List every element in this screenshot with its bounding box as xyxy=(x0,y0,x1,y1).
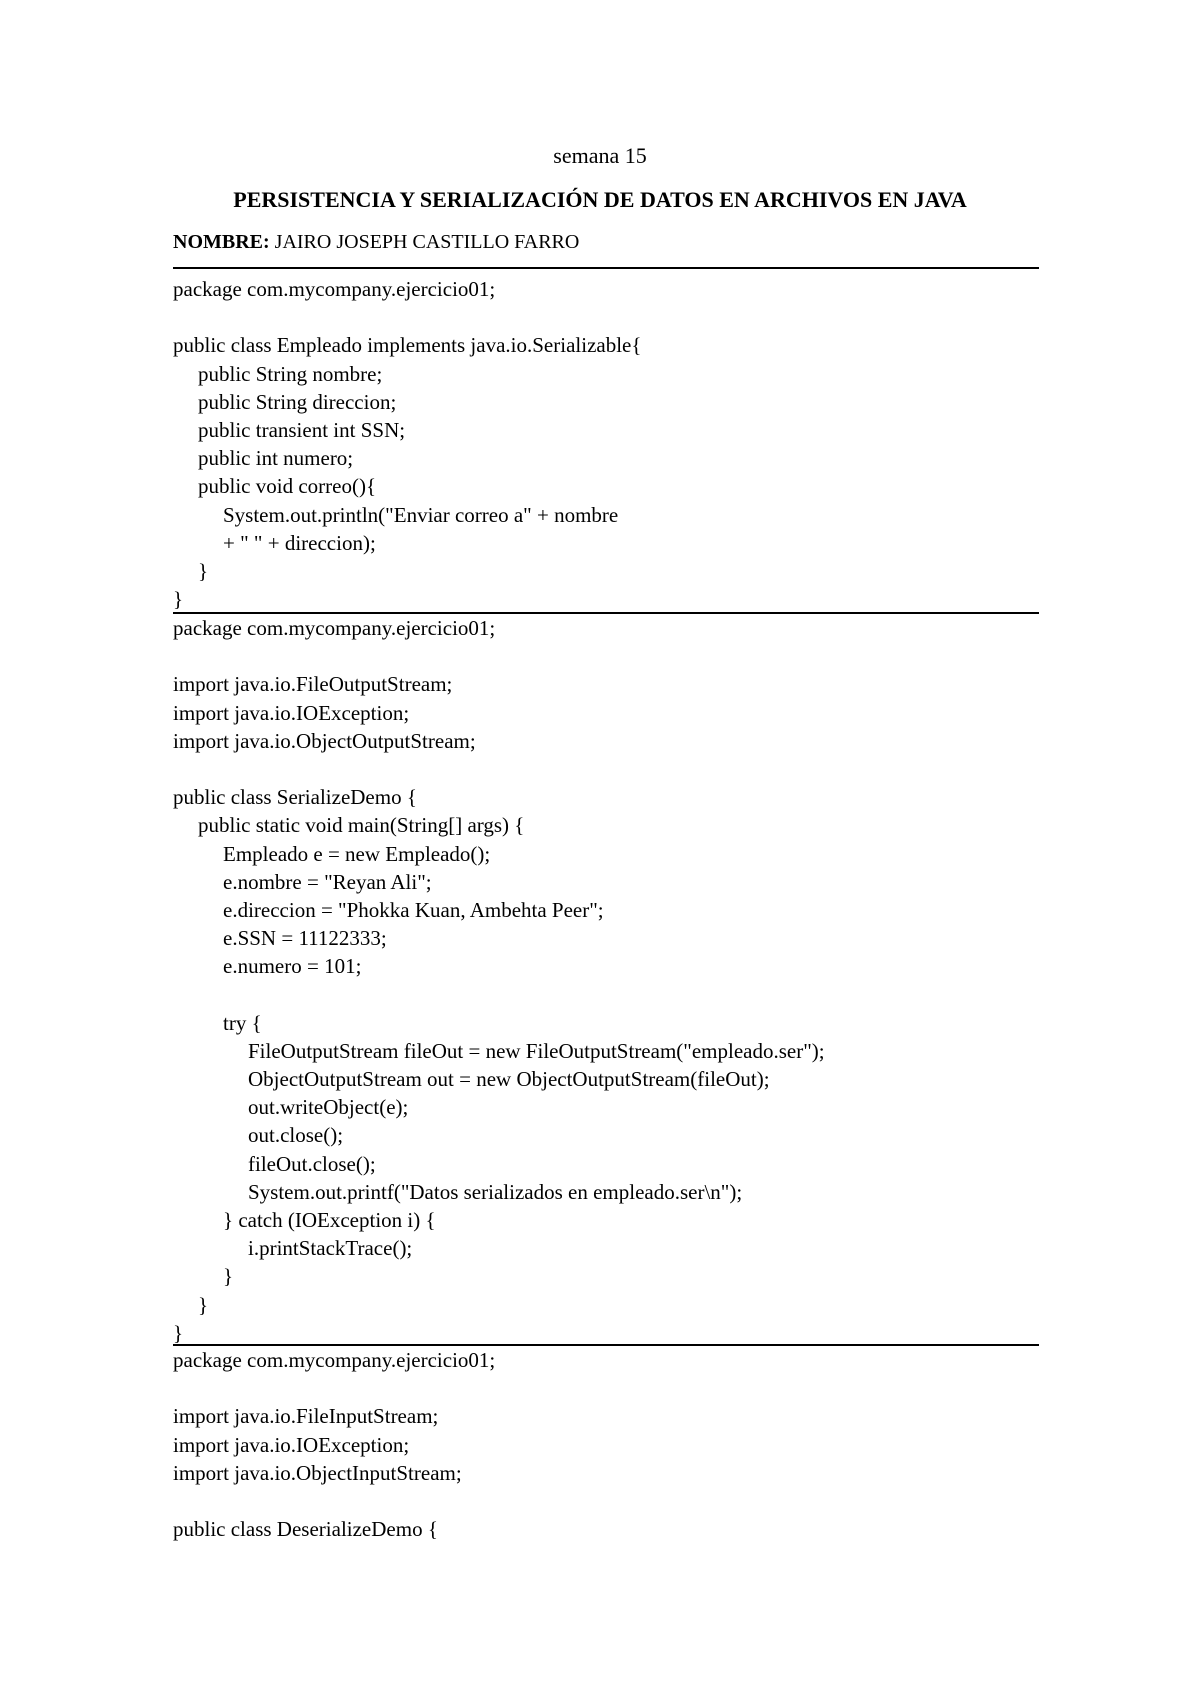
code-line: e.numero = 101; xyxy=(223,954,362,979)
code-line: import java.io.IOException; xyxy=(173,1432,410,1457)
code-line: e.nombre = "Reyan Ali"; xyxy=(223,869,432,894)
code-line: fileOut.close(); xyxy=(248,1151,376,1176)
code-line: } xyxy=(173,587,184,612)
code-line xyxy=(173,980,1039,1008)
code-line: e.SSN = 11122333; xyxy=(223,926,387,951)
code-line: public String direccion; xyxy=(198,389,397,414)
code-line xyxy=(173,303,1039,331)
code-line xyxy=(173,1487,1039,1515)
code-line xyxy=(173,642,1039,670)
code-line: out.writeObject(e); xyxy=(248,1095,409,1120)
document-title: PERSISTENCIA Y SERIALIZACIÓN DE DATOS EN ARCHIVOS EN JAVA xyxy=(233,187,967,212)
code-line: package com.mycompany.ejercicio01; xyxy=(173,277,496,301)
code-block-serialize-demo xyxy=(173,614,1039,1347)
code-line: import java.io.FileInputStream; xyxy=(173,1404,439,1429)
code-line: public int numero; xyxy=(198,446,354,471)
code-line: import java.io.IOException; xyxy=(173,700,410,725)
code-line: try { xyxy=(223,1010,262,1035)
code-line: import java.io.ObjectInputStream; xyxy=(173,1460,462,1485)
code-line: ObjectOutputStream out = new ObjectOutputStream(fileOut); xyxy=(248,1067,770,1091)
code-line: public static void main(String[] args) { xyxy=(198,813,525,838)
code-line: + " " + direccion); xyxy=(223,530,376,555)
code-line: i.printStackTrace(); xyxy=(248,1236,413,1261)
code-line: System.out.println("Enviar correo a" + nombre xyxy=(223,502,619,527)
code-line: } xyxy=(198,1292,209,1317)
code-line: package com.mycompany.ejercicio01; xyxy=(173,1348,496,1372)
code-line: import java.io.FileOutputStream; xyxy=(173,672,453,697)
code-line: public class DeserializeDemo { xyxy=(173,1517,438,1542)
code-line: Empleado e = new Empleado(); xyxy=(223,841,491,866)
code-line: public void correo(){ xyxy=(198,474,377,499)
code-line: public class SerializeDemo { xyxy=(173,785,417,810)
code-line: import java.io.ObjectOutputStream; xyxy=(173,728,476,753)
author-name: JAIRO JOSEPH CASTILLO FARRO xyxy=(274,231,580,253)
separator-rule xyxy=(173,267,1039,269)
code-line: } xyxy=(173,1320,184,1345)
code-line xyxy=(173,755,1039,783)
code-line: System.out.printf("Datos serializados en empleado.ser\n"); xyxy=(248,1179,743,1204)
week-label: semana 15 xyxy=(553,143,647,168)
code-line: public String nombre; xyxy=(198,361,383,386)
code-line: out.close(); xyxy=(248,1123,344,1148)
code-block-deserialize-demo xyxy=(173,1346,1039,1543)
code-line: } xyxy=(198,558,209,583)
code-line xyxy=(173,1374,1039,1402)
code-block-empleado xyxy=(173,275,1039,613)
code-line: package com.mycompany.ejercicio01; xyxy=(173,616,496,640)
code-line: public class Empleado implements java.io.Serializable{ xyxy=(173,333,642,358)
code-line: } catch (IOException i) { xyxy=(223,1207,436,1232)
code-line: FileOutputStream fileOut = new FileOutputStream("empleado.ser"); xyxy=(248,1038,825,1063)
code-line: e.direccion = "Phokka Kuan, Ambehta Peer"; xyxy=(223,897,604,922)
author-line xyxy=(173,228,579,256)
author-label: NOMBRE: xyxy=(173,231,270,253)
code-line: public transient int SSN; xyxy=(198,417,406,442)
code-line: } xyxy=(223,1264,234,1289)
